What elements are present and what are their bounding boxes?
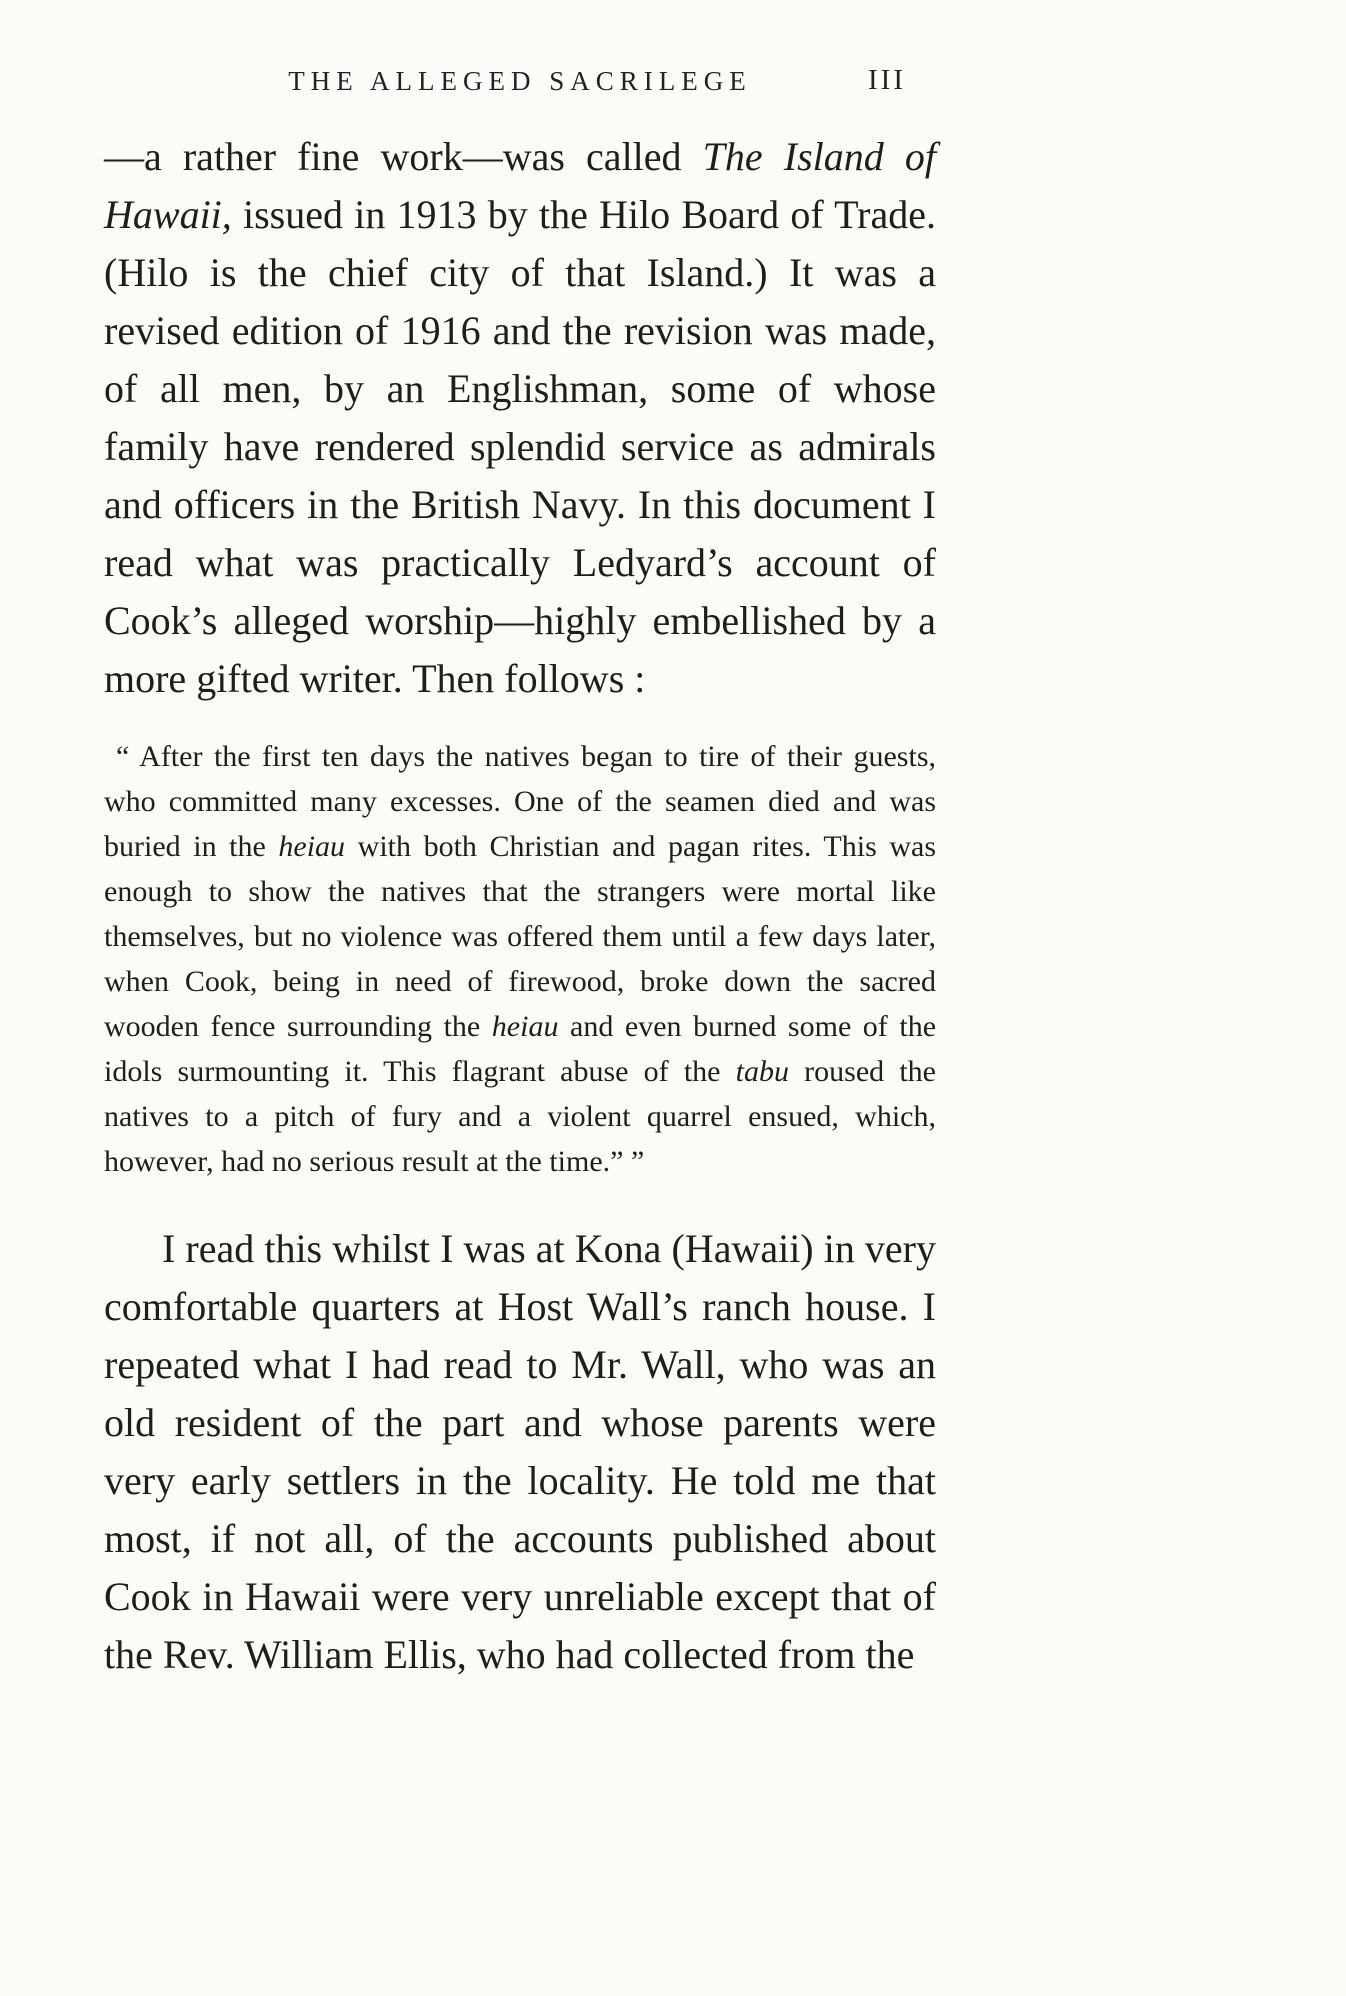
italic-text-segment: tabu <box>735 1055 789 1088</box>
italic-text-segment: The Island of Hawaii, <box>104 134 936 237</box>
text-segment: “ After the first ten days the natives began to tire of their guests, who committed many excesses. One of the seamen died and was buried in the <box>104 740 936 863</box>
text-column <box>104 62 936 1684</box>
text-segment: with both Christian and pagan rites. This was enough to show the natives that the strangers were mortal like themselves, but no violence was offered them until a few days later, when Cook, being in need of firewood, broke down the sacred wooden fence surrounding the <box>104 830 936 1043</box>
block-quote-paragraph <box>104 734 936 1184</box>
page-number: III <box>868 64 906 96</box>
text-segment: —a rather fine work—was called <box>104 134 703 179</box>
running-title: THE ALLEGED SACRILEGE <box>288 66 752 96</box>
text-segment: I read this whilst I was at Kona (Hawaii) in very comfortable quarters at Host Wall’s ranch house. I repeated what I had read to Mr. Wall, who was an old resident of the part and whose parents were very early settlers in the locality. He told me that most, if not all, of the accounts published about Cook in Hawaii were very unreliable except that of the Rev. William Ellis, who had collected from the <box>104 1226 936 1677</box>
italic-text-segment: heiau <box>278 830 346 863</box>
italic-text-segment: heiau <box>491 1010 559 1043</box>
body-paragraph <box>104 1220 936 1684</box>
text-segment: roused the natives to a pitch of fury and a violent quarrel ensued, which, however, had no serious result at the time.” ” <box>104 1055 936 1178</box>
text-segment: issued in 1913 by the Hilo Board of Trade. (Hilo is the chief city of that Island.) It was a revised edition of 1916 and the revision was made, of all men, by an Englishman, some of whose family have rendered splendid service as admirals and officers in the British Navy. In this document I read what was practically Ledyard’s account of Cook’s alleged worship—highly embellished by a more gifted writer. Then follows : <box>104 192 936 701</box>
body-paragraph <box>104 128 936 708</box>
page-header <box>104 62 936 108</box>
text-segment: and even burned some of the idols surmounting it. This flagrant abuse of the <box>104 1010 937 1088</box>
page-body <box>104 128 936 1684</box>
